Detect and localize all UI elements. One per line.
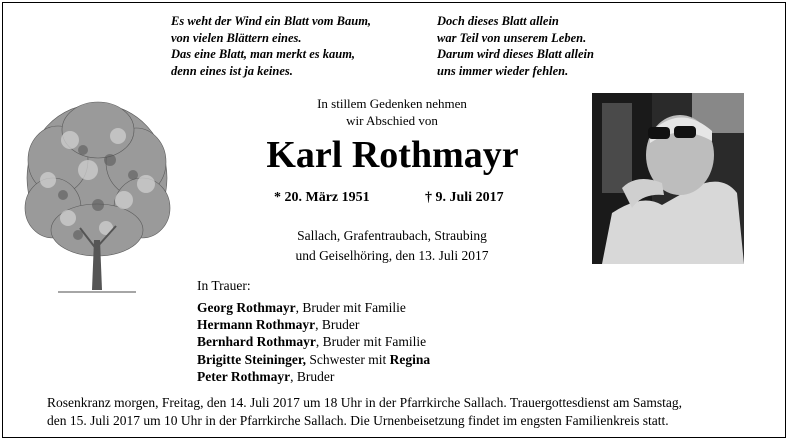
mourning-label: In Trauer: [197, 278, 251, 293]
family-relation: , Bruder [290, 368, 335, 384]
family-extra: Regina [389, 351, 431, 367]
family-row [197, 316, 430, 333]
poem-line: Es weht der Wind ein Blatt vom Baum, [171, 14, 372, 28]
service-line: den 15. Juli 2017 um 10 Uhr in der Pfarrkirche Sallach. Die Urnenbeisetzung findet im engsten Familienkreis statt. [47, 412, 669, 428]
poem-right [437, 13, 594, 79]
family-name: Brigitte Steininger, [197, 351, 306, 367]
intro-text [270, 95, 514, 129]
portrait-photo [592, 93, 744, 264]
family-relation: , Bruder mit Familie [295, 300, 406, 315]
poem-line: denn eines ist ja keines. [171, 63, 293, 78]
poem-line: von vielen Blättern eines. [171, 30, 302, 45]
intro-line: wir Abschied von [346, 113, 438, 128]
family-row [197, 368, 430, 385]
poem-line: Doch dieses Blatt allein [437, 14, 559, 28]
family-list [197, 299, 430, 385]
family-row [197, 333, 430, 350]
place-line: und Geiselhöring, den 13. Juli 2017 [295, 248, 489, 263]
family-row [197, 351, 430, 368]
family-row [197, 299, 430, 316]
place-date [265, 226, 519, 266]
family-name: Peter Rothmayr [197, 368, 291, 384]
family-relation: , Bruder mit Familie [315, 334, 427, 350]
family-relation: Schwester mit [306, 351, 390, 367]
family-relation: , Bruder [315, 317, 360, 333]
family-name: Bernhard Rothmayr [197, 334, 316, 350]
tree-illustration [18, 100, 176, 302]
intro-line: In stillem Gedenken nehmen [317, 96, 467, 111]
deceased-name: Karl Rothmayr [266, 134, 519, 176]
poem-line: war Teil von unserem Leben. [437, 30, 587, 45]
family-name: Hermann Rothmayr [197, 317, 316, 333]
family-name: Georg Rothmayr [197, 300, 296, 315]
poem-line: Das eine Blatt, man merkt es kaum, [171, 47, 356, 61]
service-line: Rosenkranz morgen, Freitag, den 14. Juli 2017 um 18 Uhr in der Pfarrkirche Sallach. Trauergottesdienst am Samstag, [47, 395, 683, 410]
service-info [47, 394, 682, 429]
poem-left [171, 13, 371, 79]
poem-line: Darum wird dieses Blatt allein [437, 47, 594, 61]
birth-date: * 20. März 1951 [274, 190, 370, 205]
poem-line: uns immer wieder fehlen. [437, 63, 569, 78]
death-date: † 9. Juli 2017 [425, 190, 504, 205]
place-line: Sallach, Grafentraubach, Straubing [297, 228, 487, 243]
